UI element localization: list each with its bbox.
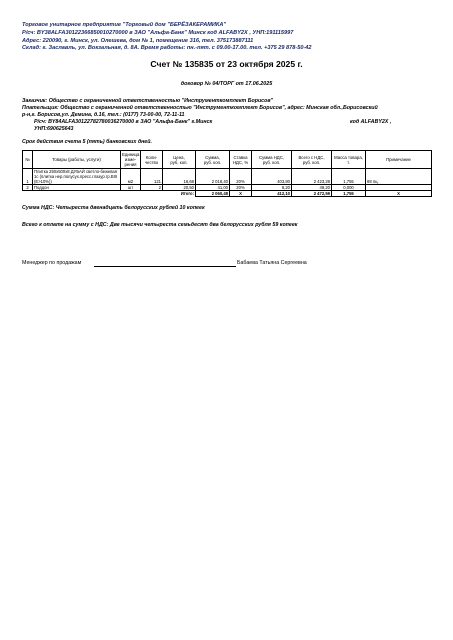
seller-name: Торговое унитарное предприятие "Торговый дом "БЕРЁЗАКЕРАМИКА" bbox=[22, 22, 227, 28]
row-unit: м2 bbox=[121, 169, 141, 185]
totals-spacer bbox=[33, 191, 121, 197]
row-unit: шт bbox=[121, 185, 141, 191]
col-qty: Коли- чество bbox=[141, 151, 163, 169]
payer-line-2: р-н,г. Борисов,ул. Демина, д.16, тел.: (0177) 73-00-00, 72-11-11 bbox=[22, 112, 185, 118]
validity-note: Срок действия счета 5 (пять) банковских дней. bbox=[22, 139, 152, 145]
col-unit: Единица изме- рения bbox=[122, 152, 140, 167]
vat-in-words: Сумма НДС: Четыреста двенадцать белорусских рублей 10 копеек bbox=[22, 205, 205, 211]
col-vat-rate: Ставка НДС, % bbox=[230, 151, 252, 169]
totals-spacer bbox=[141, 191, 163, 197]
col-total-unit: руб. коп. bbox=[302, 159, 321, 165]
row-no: 2 bbox=[23, 185, 33, 191]
row-total: 2 423,28 bbox=[292, 169, 332, 185]
col-price-unit: руб. коп. bbox=[170, 159, 188, 165]
payer-bank-code: код ALFABY2X , bbox=[350, 119, 392, 125]
signature-line bbox=[94, 266, 236, 267]
col-goods: Товары (работы, услуги) bbox=[33, 151, 121, 169]
total-in-words: Всего к оплате на сумму с НДС: Две тысячи четыреста семьдесят два белорусских рубля 59 копеек bbox=[22, 222, 298, 228]
row-goods: Плитка 250х500х8 ДУБАЙ светло-бежевая 1с (плитка нер.полуcух.пресс.глазур.гр.BIII (Е>10%)) bbox=[33, 169, 121, 185]
row-no: 1 bbox=[23, 169, 33, 185]
row-qty: 121 bbox=[141, 169, 163, 185]
col-no: № bbox=[23, 151, 33, 169]
col-sum-label: Сумма, bbox=[205, 154, 220, 160]
totals-vat-sum: 412,10 bbox=[252, 191, 292, 197]
col-total bbox=[292, 151, 332, 169]
totals-row bbox=[23, 191, 432, 197]
signer-role: Менеджер по продажам bbox=[22, 260, 82, 266]
totals-spacer bbox=[23, 191, 33, 197]
totals-vat-rate: X bbox=[230, 191, 252, 197]
totals-sum: 2 060,48 bbox=[196, 191, 230, 197]
col-price-label: Цена, bbox=[173, 154, 185, 160]
totals-spacer bbox=[121, 191, 141, 197]
payer-account: Р/сч: BY84ALFA30122782780036270000 в ЗАО "Альфа-Банк" г.Минск bbox=[34, 119, 213, 125]
row-total: 49,20 bbox=[292, 185, 332, 191]
signer-name: Бабаева Татьяна Сергеевна bbox=[237, 260, 307, 266]
table-row bbox=[23, 169, 432, 185]
col-vat-sum-label: Сумма НДС, bbox=[258, 154, 284, 160]
row-vat-sum: 8,20 bbox=[252, 185, 292, 191]
payer-account-row bbox=[22, 119, 453, 126]
col-vat-sum-unit: руб. коп. bbox=[262, 159, 281, 165]
items-table bbox=[22, 150, 432, 197]
row-price: 16,68 bbox=[163, 169, 196, 185]
totals-label: Итого: bbox=[163, 191, 196, 197]
row-sum: 41,00 bbox=[196, 185, 230, 191]
invoice-title: Счет № 135835 от 23 октября 2025 г. bbox=[150, 59, 303, 69]
seller-warehouse: Склад: г. Заславль, ул. Вокзальная, д. 8А. Время работы: пн.-пят. с 09.00-17.00. тел. +375 29 878-50-42 bbox=[22, 45, 312, 51]
table-header-row bbox=[23, 151, 432, 169]
col-sum bbox=[196, 151, 230, 169]
row-qty: 2 bbox=[141, 185, 163, 191]
row-vat-sum: 403,80 bbox=[252, 169, 292, 185]
totals-note: X bbox=[366, 191, 432, 197]
row-mass: 0,000 bbox=[332, 185, 366, 191]
customer-line: Заказчик: Общество с ограниченной ответственностью "Инструменткомплект Борисов" bbox=[22, 98, 274, 104]
seller-address: Адрес: 220090, г. Минск, ул. Олешева, дом № 1, помещение 316, тел. 375173887111 bbox=[22, 38, 254, 44]
row-vat-rate: 20% bbox=[230, 169, 252, 185]
col-mass: Масса товара, т. bbox=[332, 151, 366, 169]
row-note: 88 пц. bbox=[366, 169, 432, 185]
contract-ref: договор № 04/ТОРГ от 17.06.2025 bbox=[180, 81, 273, 87]
totals-mass: 1,755 bbox=[332, 191, 366, 197]
col-price bbox=[163, 151, 196, 169]
row-mass: 1,755 bbox=[332, 169, 366, 185]
col-vat-sum bbox=[252, 151, 292, 169]
totals-total: 2 472,59 bbox=[292, 191, 332, 197]
seller-account: Р/сч: BY38ALFA30122366850010270000 в ЗАО "Альфа-Банк" Минск код ALFABY2X , УНП:191115997 bbox=[22, 30, 294, 36]
payer-line-1: Плательщик: Общество с ограниченной ответственностью "Инструменткомплект Борисов", адрес: Минская обл.,Борисовский bbox=[22, 105, 378, 111]
col-total-label: Всего с НДС, bbox=[298, 154, 325, 160]
col-note: Примечание bbox=[366, 151, 432, 169]
row-sum: 2 018,40 bbox=[196, 169, 230, 185]
row-price: 20,50 bbox=[163, 185, 196, 191]
row-vat-rate: 20% bbox=[230, 185, 252, 191]
row-goods: Поддон bbox=[33, 185, 121, 191]
col-sum-unit: руб. коп. bbox=[203, 159, 222, 165]
payer-unp: УНП:690625643 bbox=[34, 126, 74, 132]
